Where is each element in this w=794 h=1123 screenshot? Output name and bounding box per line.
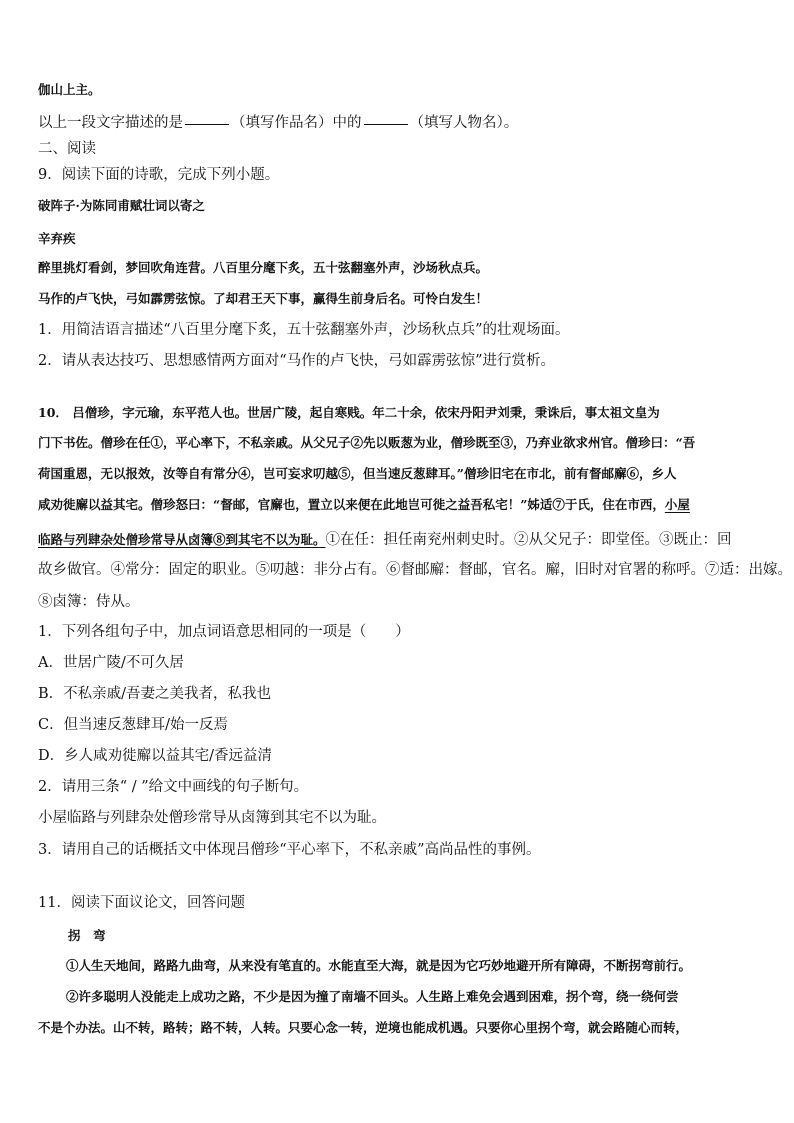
character-name-blank[interactable] xyxy=(364,124,408,125)
section-heading-reading: 二、阅读 xyxy=(38,141,96,157)
work-name-blank[interactable] xyxy=(185,124,229,125)
q10-note-line-2: 故乡做官。④常分：固定的职业。⑤叨越：非分占有。⑥督邮廨：督邮，官名。廨，旧时对官署的称呼。⑦适：出嫁。 xyxy=(38,562,792,578)
q10-sub-question-1: 1．下列各组句子中，加点词语意思相同的一项是（ ） xyxy=(38,624,410,640)
essay-paragraph-2-line-2: 不是个办法。山不转，路转；路不转，人转。只要心念一转，逆境也能成机遇。只要你心里拐个弯，就会路随心而转， xyxy=(38,1020,689,1035)
q8-fill-in-line xyxy=(38,116,518,131)
option-c[interactable]: C．但当速反葱肆耳/始一反焉 xyxy=(38,717,228,733)
q10-passage-line-2: 门下书佐。僧珍在任①，平心率下，不私亲戚。从父兄子②先以贩葱为业，僧珍既至③，乃弃业欲求州官。僧珍曰：“吾 xyxy=(38,435,696,450)
essay-paragraph-1: ①人生天地间，路路九曲弯，从来没有笔直的。水能直至大海，就是因为它巧妙地避开所有障碍，不断拐弯前行。 xyxy=(66,958,692,973)
q9-stem: 9．阅读下面的诗歌，完成下列小题。 xyxy=(38,167,280,183)
q9-sub-question-1: 1．用简洁语言描述“八百里分麾下炙，五十弦翻塞外声，沙场秋点兵”的壮观场面。 xyxy=(38,322,570,338)
q8-tail-line: 伽山上主。 xyxy=(38,82,101,97)
q10-passage-line-4-text: 咸劝徙廨以益其宅。僧珍怒曰：“督邮，官廨也，置立以来便在此地岂可徙之益吾私宅！”姊适⑦于氏，住在市西， xyxy=(38,497,665,512)
option-a[interactable]: A．世居广陵/不可久居 xyxy=(38,655,184,671)
q10-note-line-3: ⑧卤簿：侍从。 xyxy=(38,594,140,610)
q10-passage-line-5 xyxy=(38,531,732,548)
q9-sub-question-2: 2．请从表达技巧、思想感情两方面对“马作的卢飞快，弓如霹雳弦惊”进行赏析。 xyxy=(38,353,556,369)
poem-title: 破阵子·为陈同甫赋壮词以寄之 xyxy=(38,198,205,213)
essay-title: 拐 弯 xyxy=(68,928,106,943)
q10-note-line-1: ①在任：担任南兖州刺史时。②从父兄子：即堂侄。③既止：回 xyxy=(325,532,732,548)
option-b[interactable]: B．不私亲戚/吾妻之美我者，私我也 xyxy=(38,686,272,702)
q10-passage-line-4 xyxy=(38,499,690,512)
q10-sentence-to-segment: 小屋临路与列肆杂处僧珍常导从卤簿到其宅不以为耻。 xyxy=(38,810,386,826)
q10-sub-question-3: 3．请用自己的话概括文中体现吕僧珍“平心率下，不私亲戚”高尚品性的事例。 xyxy=(38,842,541,858)
underlined-sentence-end: 临路与列肆杂处僧珍常导从卤簿⑧到其宅不以为耻。 xyxy=(38,532,326,547)
q11-stem: 11．阅读下面议论文，回答问题 xyxy=(38,895,245,911)
q10-passage-line-3: 荷国重恩，无以报效，汝等自有常分④，岂可妄求叨越⑤，但当速反葱肆耳。”僧珍旧宅在市北，前有督邮廨⑥，乡人 xyxy=(38,466,677,481)
poem-line-1: 醉里挑灯看剑，梦回吹角连营。八百里分麾下炙，五十弦翻塞外声，沙场秋点兵。 xyxy=(38,260,489,275)
underlined-sentence-start: 小屋 xyxy=(664,497,690,512)
q10-passage-line-1: 10． 吕僧珍，字元瑜，东平范人也。世居广陵，起自寒贱。年二十余，依宋丹阳尹刘秉，秉诛后，事太祖文皇为 xyxy=(38,405,660,420)
q8-suffix: （填写人物名）。 xyxy=(409,115,519,131)
q10-sub-question-2: 2．请用三条“ / ”给文中画线的句子断句。 xyxy=(38,779,309,795)
q8-prefix: 以上一段文字描述的是 xyxy=(38,115,183,131)
option-d[interactable]: D．乡人咸劝徙廨以益其宅/香远益清 xyxy=(38,748,273,764)
poem-line-2: 马作的卢飞快，弓如霹雳弦惊。了却君王天下事，赢得生前身后名。可怜白发生！ xyxy=(38,291,489,306)
essay-paragraph-2-line-1: ②许多聪明人没能走上成功之路，不少是因为撞了南墙不回头。人生路上难免会遇到困难，拐个弯，绕一绕何尝 xyxy=(66,989,679,1004)
q8-mid: （填写作品名）中的 xyxy=(231,115,362,131)
poem-author: 辛弃疾 xyxy=(38,231,76,246)
